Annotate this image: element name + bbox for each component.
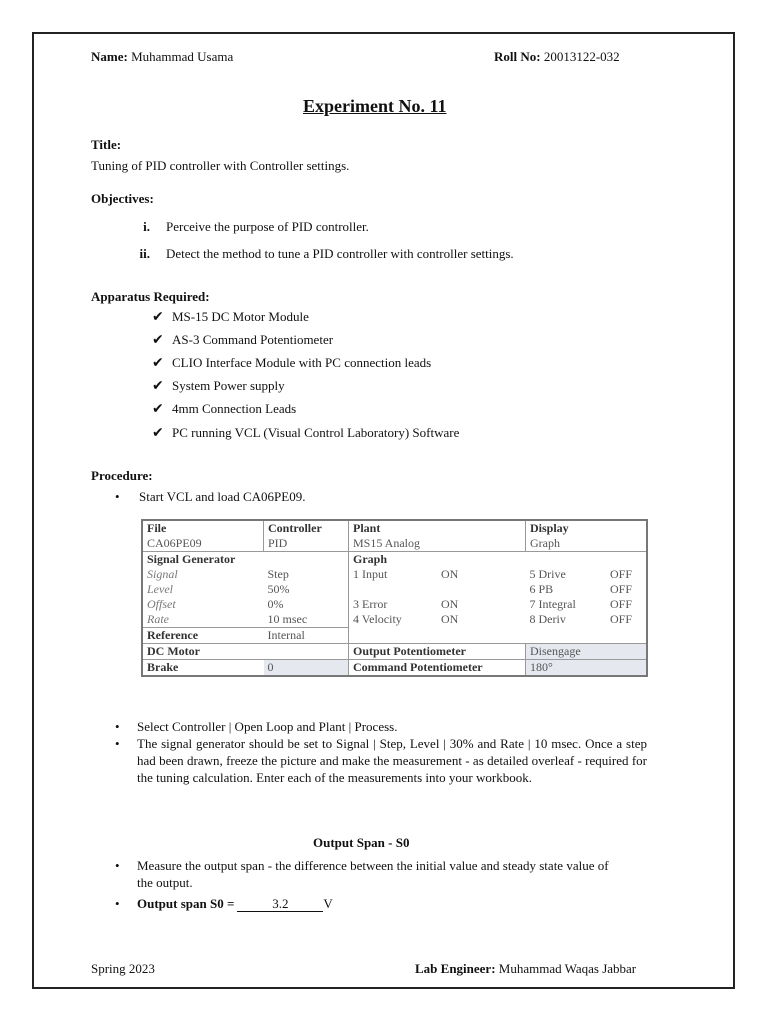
roll-label: Roll No: [494,49,541,64]
brake-header: Brake [142,660,264,677]
checkmark-icon: ✔ [152,309,164,325]
bullet-icon: • [115,489,120,504]
command-potentiometer-value: 180° [526,660,648,677]
bullet-icon: • [115,719,120,734]
procedure-heading: Procedure: [91,468,153,483]
output-span-unit: V [323,896,333,911]
plant-value: MS15 Analog [349,536,526,552]
level-value: 50% [264,582,349,597]
file-value: CA06PE09 [142,536,264,552]
controller-settings-table [141,519,648,677]
checkmark-icon: ✔ [152,425,164,441]
offset-value: 0% [264,597,349,612]
offset-label: Offset [147,597,176,611]
command-potentiometer-header: Command Potentiometer [349,660,526,677]
output-potentiometer-header: Output Potentiometer [349,644,526,660]
objective-item: i. Perceive the purpose of PID controller. [143,219,369,234]
apparatus-item: ✔ 4mm Connection Leads [152,401,297,417]
footer-term: Spring 2023 [91,961,155,976]
name-label: Name: [91,49,128,64]
apparatus-item: ✔ CLIO Interface Module with PC connection leads [152,355,432,371]
bullet-icon: • [115,896,120,911]
checkmark-icon: ✔ [152,355,164,371]
signal-label: Signal [147,567,178,581]
reference-value: Internal [264,628,349,644]
controller-value: PID [264,536,349,552]
brake-value: 0 [264,660,349,677]
dc-motor-header: DC Motor [142,644,264,660]
signal-generator-header: Signal Generator [142,552,264,568]
display-value: Graph [530,536,560,550]
graph-1-label: 1 Input [353,567,388,581]
output-span-heading: Output Span - S0 [313,835,410,850]
lab-engineer-label: Lab Engineer: [415,961,496,976]
list-item: • Select Controller | Open Loop and Plant | Process. [115,719,398,734]
signal-value: Step [264,567,349,582]
list-item: • The signal generator should be set to Signal | Step, Level | 30% and Rate | 10 msec. Once a step had been drawn, freeze the picture and make the measurement - as detailed overleaf - required for the tuning calculation. Enter each of the measurements into your workbook. [115,736,647,785]
graph-7-label: 7 Integral [529,597,576,611]
apparatus-heading: Apparatus Required: [91,289,210,304]
rate-label: Rate [147,612,169,626]
objectives-heading: Objectives: [91,191,154,206]
roll-number [494,49,620,65]
rate-value: 10 msec [264,612,349,628]
bullet-icon: • [115,736,120,751]
name-value: Muhammad Usama [131,49,234,64]
objective-item: ii. Detect the method to tune a PID controller with controller settings. [139,246,514,261]
display-header: Display [530,521,569,535]
graph-7-value: OFF [610,597,633,611]
graph-3-label: 3 Error [353,597,388,611]
graph-8-value: OFF [610,612,633,626]
roll-value: 20013122-032 [543,49,620,64]
output-span-label: Output span S0 = [137,896,235,911]
student-name [91,49,233,65]
graph-5-label: 5 Drive [529,567,566,581]
graph-4-value: ON [441,612,459,626]
output-span-value: 3.2 [237,897,323,912]
file-header: File [142,520,264,536]
procedure-list [91,718,651,786]
list-item [91,895,647,912]
graph-1-value: ON [441,567,459,581]
graph-4-label: 4 Velocity [353,612,402,626]
checkmark-icon: ✔ [152,332,164,348]
apparatus-item: ✔ AS-3 Command Potentiometer [152,332,334,348]
level-label: Level [147,582,173,596]
experiment-title: Experiment No. 11 [303,96,447,116]
checkmark-icon: ✔ [152,378,164,394]
title-text: Tuning of PID controller with Controller settings. [91,158,350,173]
controller-header: Controller [264,520,349,536]
apparatus-item: ✔ System Power supply [152,378,285,394]
graph-header: Graph [349,552,438,568]
graph-8-label: 8 Deriv [529,612,566,626]
title-heading: Title: [91,137,122,152]
list-item: • Measure the output span - the difference between the initial value and steady state value of the output. [115,858,609,890]
output-potentiometer-value: Disengage [526,644,648,660]
reference-header: Reference [142,628,264,644]
graph-6-label: 6 PB [529,582,554,596]
graph-6-value: OFF [610,582,633,596]
checkmark-icon: ✔ [152,401,164,417]
output-span-list [91,857,651,912]
bullet-icon: • [115,858,120,873]
graph-3-value: ON [441,597,459,611]
footer-lab-engineer [415,961,636,977]
lab-engineer-value: Muhammad Waqas Jabbar [498,961,637,976]
apparatus-item: ✔ PC running VCL (Visual Control Laboratory) Software [152,425,460,441]
procedure-step: • Start VCL and load CA06PE09. [115,489,306,504]
apparatus-item: ✔ MS-15 DC Motor Module [152,309,309,325]
graph-5-value: OFF [610,567,633,581]
plant-header: Plant [353,521,381,535]
